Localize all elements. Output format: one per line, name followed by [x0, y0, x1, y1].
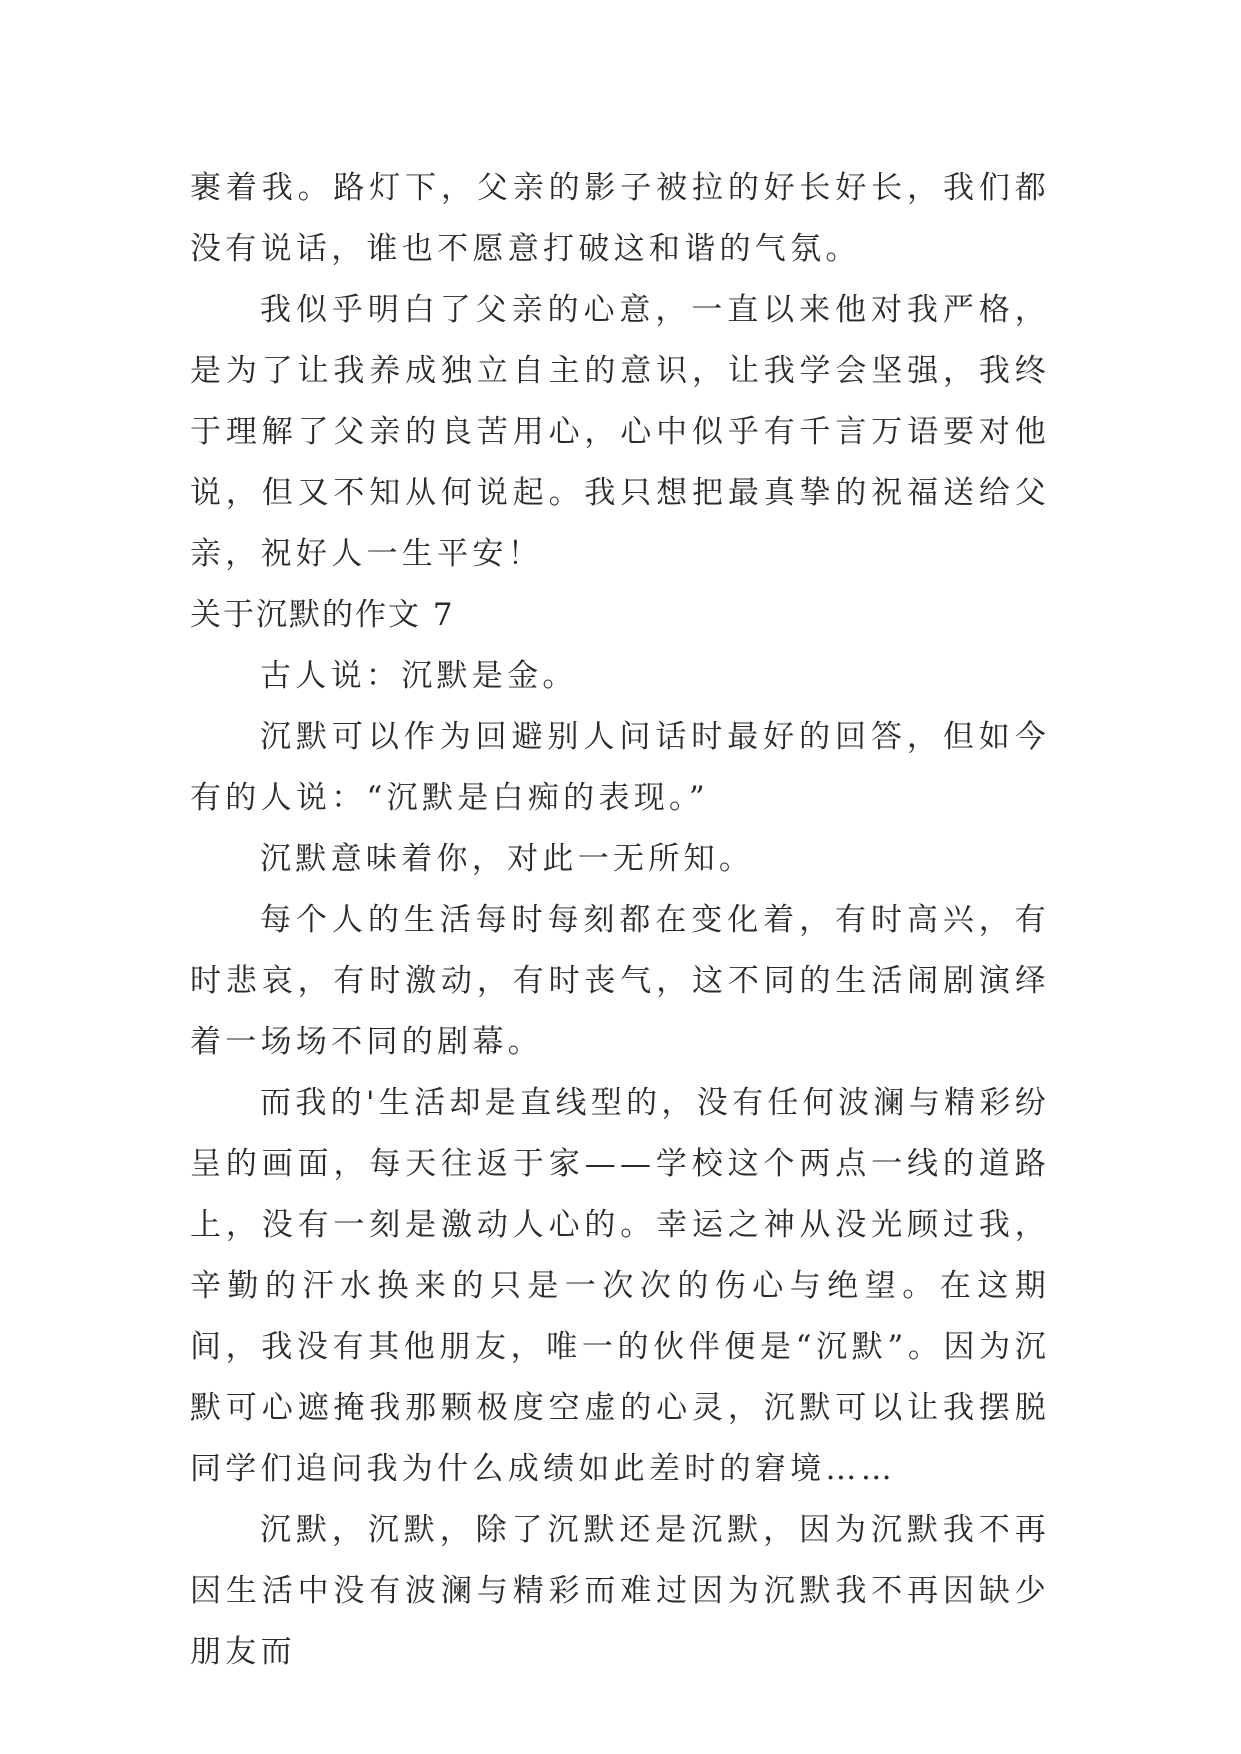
paragraph-silence-answer: 沉默可以作为回避别人问话时最好的回答，但如今有的人说：“沉默是白痴的表现。” [190, 719, 1050, 816]
document-body [190, 158, 1050, 1683]
paragraph-my-life: 而我的'生活却是直线型的，没有任何波澜与精彩纷呈的画面，每天往返于家——学校这个两点一线的道路上，没有一刻是激动人心的。幸运之神从没光顾过我，辛勤的汗水换来的只是一次次的伤心与绝望。在这期间，我没有其他朋友，唯一的伙伴便是“沉默”。因为沉默可心遮掩我那颗极度空虚的心灵，沉默可以让我摆脱同学们追问我为什么成绩如此差时的窘境…… [190, 1085, 1050, 1487]
paragraph-father-understanding: 我似乎明白了父亲的心意，一直以来他对我严格，是为了让我养成独立自主的意识，让我学会坚强，我终于理解了父亲的良苦用心，心中似乎有千言万语要对他说，但又不知从何说起。我只想把最真挚的祝福送给父亲，祝好人一生平安！ [190, 292, 1050, 572]
paragraph-silence-repeat: 沉默，沉默，除了沉默还是沉默，因为沉默我不再因生活中没有波澜与精彩而难过因为沉默我不再因缺少朋友而 [190, 1512, 1050, 1670]
paragraph-ancient-saying: 古人说：沉默是金。 [260, 658, 578, 694]
paragraph-continuation: 裹着我。路灯下，父亲的影子被拉的好长好长，我们都没有说话，谁也不愿意打破这和谐的气氛。 [190, 170, 1050, 267]
essay-heading: 关于沉默的作文 7 [190, 597, 455, 633]
paragraph-silence-meaning: 沉默意味着你，对此一无所知。 [260, 841, 755, 877]
paragraph-life-changes: 每个人的生活每时每刻都在变化着，有时高兴，有时悲哀，有时激动，有时丧气，这不同的生活闹剧演绎着一场场不同的剧幕。 [190, 902, 1050, 1060]
